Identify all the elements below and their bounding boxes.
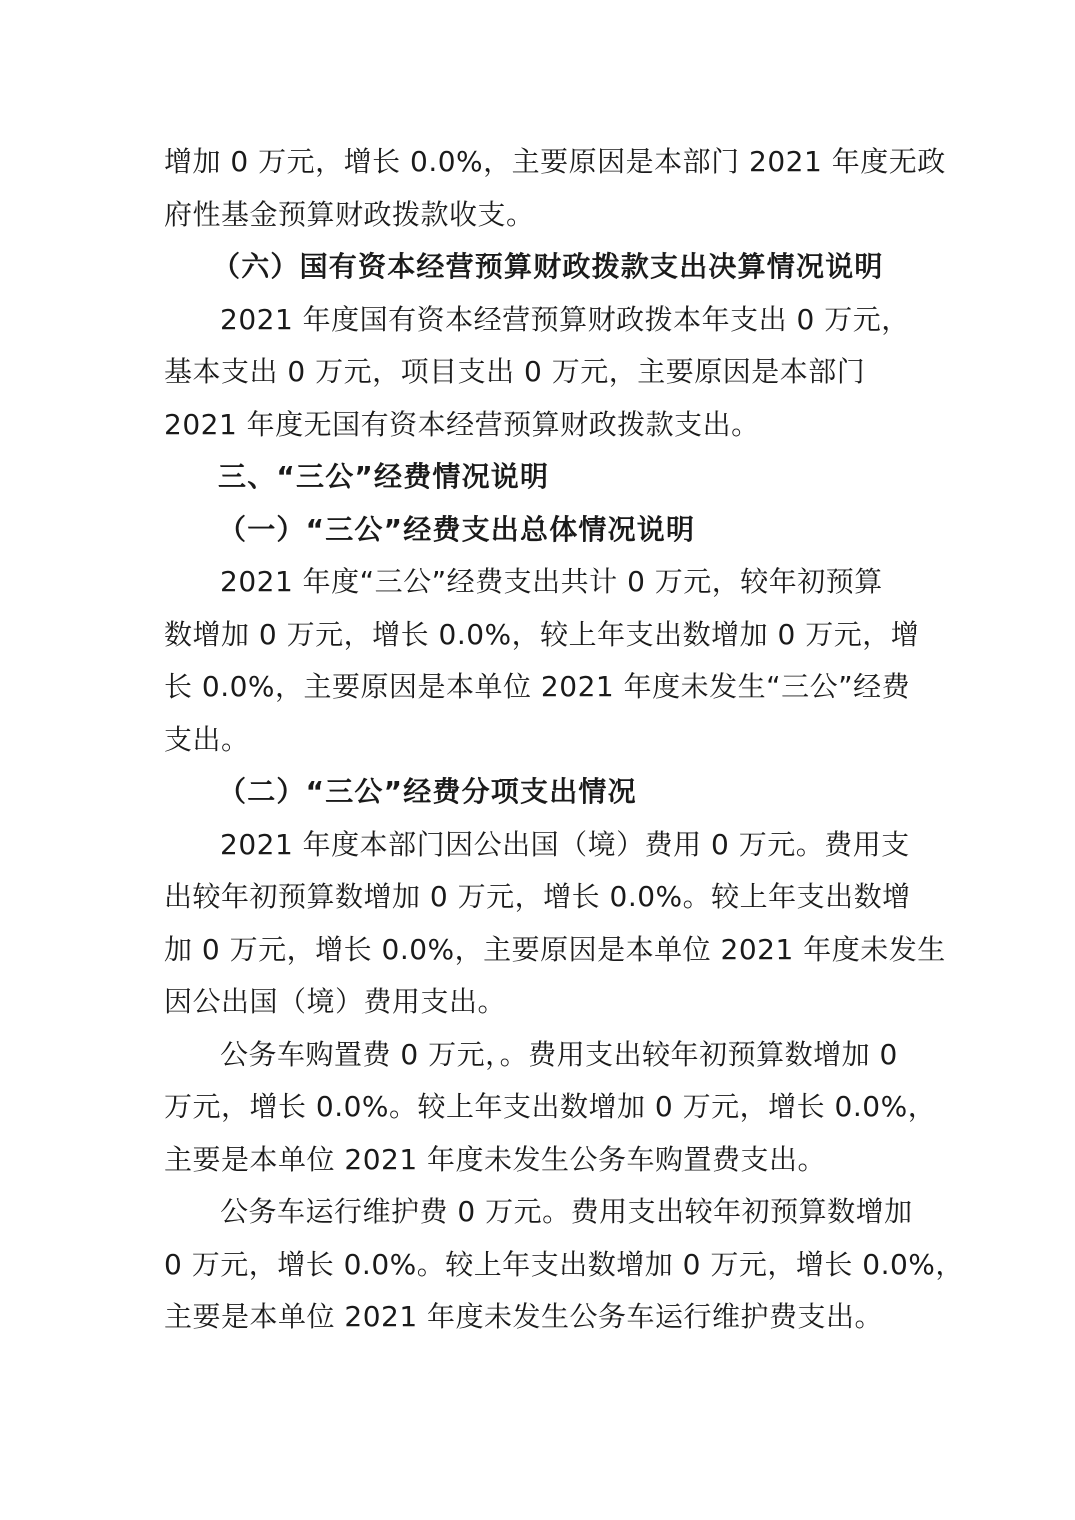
heading-section-2: （二）“三公”经费分项支出情况	[218, 775, 637, 808]
text-line: 支出。	[164, 722, 250, 756]
text-line: 万元，增长 0.0%。较上年支出数增加 0 万元，增长 0.0%，	[164, 1090, 937, 1123]
text-line: 公务车运行维护费 0 万元。费用支出较年初预算数增加	[220, 1195, 913, 1228]
paragraph-vehicle-maintenance	[164, 1186, 964, 1344]
text-line: 2021 年度国有资本经营预算财政拨本年支出 0 万元，	[220, 302, 910, 336]
heading-section-1: （一）“三公”经费支出总体情况说明	[218, 512, 696, 546]
text-line: 因公出国（境）费用支出。	[164, 985, 507, 1018]
text-line: 主要是本单位 2021 年度未发生公务车购置费支出。	[164, 1142, 827, 1176]
text-line: 基本支出 0 万元，项目支出 0 万元，主要原因是本部门	[164, 355, 866, 388]
heading-chapter-3: 三、“三公”经费情况说明	[218, 460, 550, 493]
paragraph-state-capital	[164, 294, 909, 452]
paragraph-overseas-trips	[164, 819, 946, 1029]
text-line: 2021 年度本部门因公出国（境）费用 0 万元。费用支	[220, 827, 910, 861]
text-line: 公务车购置费 0 万元，。费用支出较年初预算数增加 0	[220, 1037, 898, 1071]
heading-section-6: （六）国有资本经营预算财政拨款支出决算情况说明	[212, 250, 884, 283]
text-line: 增加 0 万元，增长 0.0%，主要原因是本部门 2021 年度无政	[164, 145, 946, 178]
text-line: 长 0.0%，主要原因是本单位 2021 年度未发生“三公”经费	[164, 670, 911, 703]
paragraph-vehicle-purchase	[164, 1029, 937, 1187]
text-line: 出较年初预算数增加 0 万元，增长 0.0%。较上年支出数增	[164, 880, 911, 913]
text-line: 主要是本单位 2021 年度未发生公务车运行维护费支出。	[164, 1300, 884, 1333]
text-line: 2021 年度无国有资本经营预算财政拨款支出。	[164, 407, 760, 441]
text-line: 0 万元，增长 0.0%。较上年支出数增加 0 万元，增长 0.0%，	[164, 1247, 964, 1281]
text-line: 府性基金预算财政拨款收支。	[164, 197, 535, 231]
text-line: 2021 年度“三公”经费支出共计 0 万元，较年初预算	[220, 565, 883, 598]
text-line: 加 0 万元，增长 0.0%，主要原因是本单位 2021 年度未发生	[164, 932, 946, 966]
document-body	[164, 136, 964, 1344]
paragraph-three-public-overview	[164, 556, 920, 766]
paragraph-government-fund	[164, 136, 946, 241]
text-line: 数增加 0 万元，增长 0.0%，较上年支出数增加 0 万元，增	[164, 617, 920, 651]
